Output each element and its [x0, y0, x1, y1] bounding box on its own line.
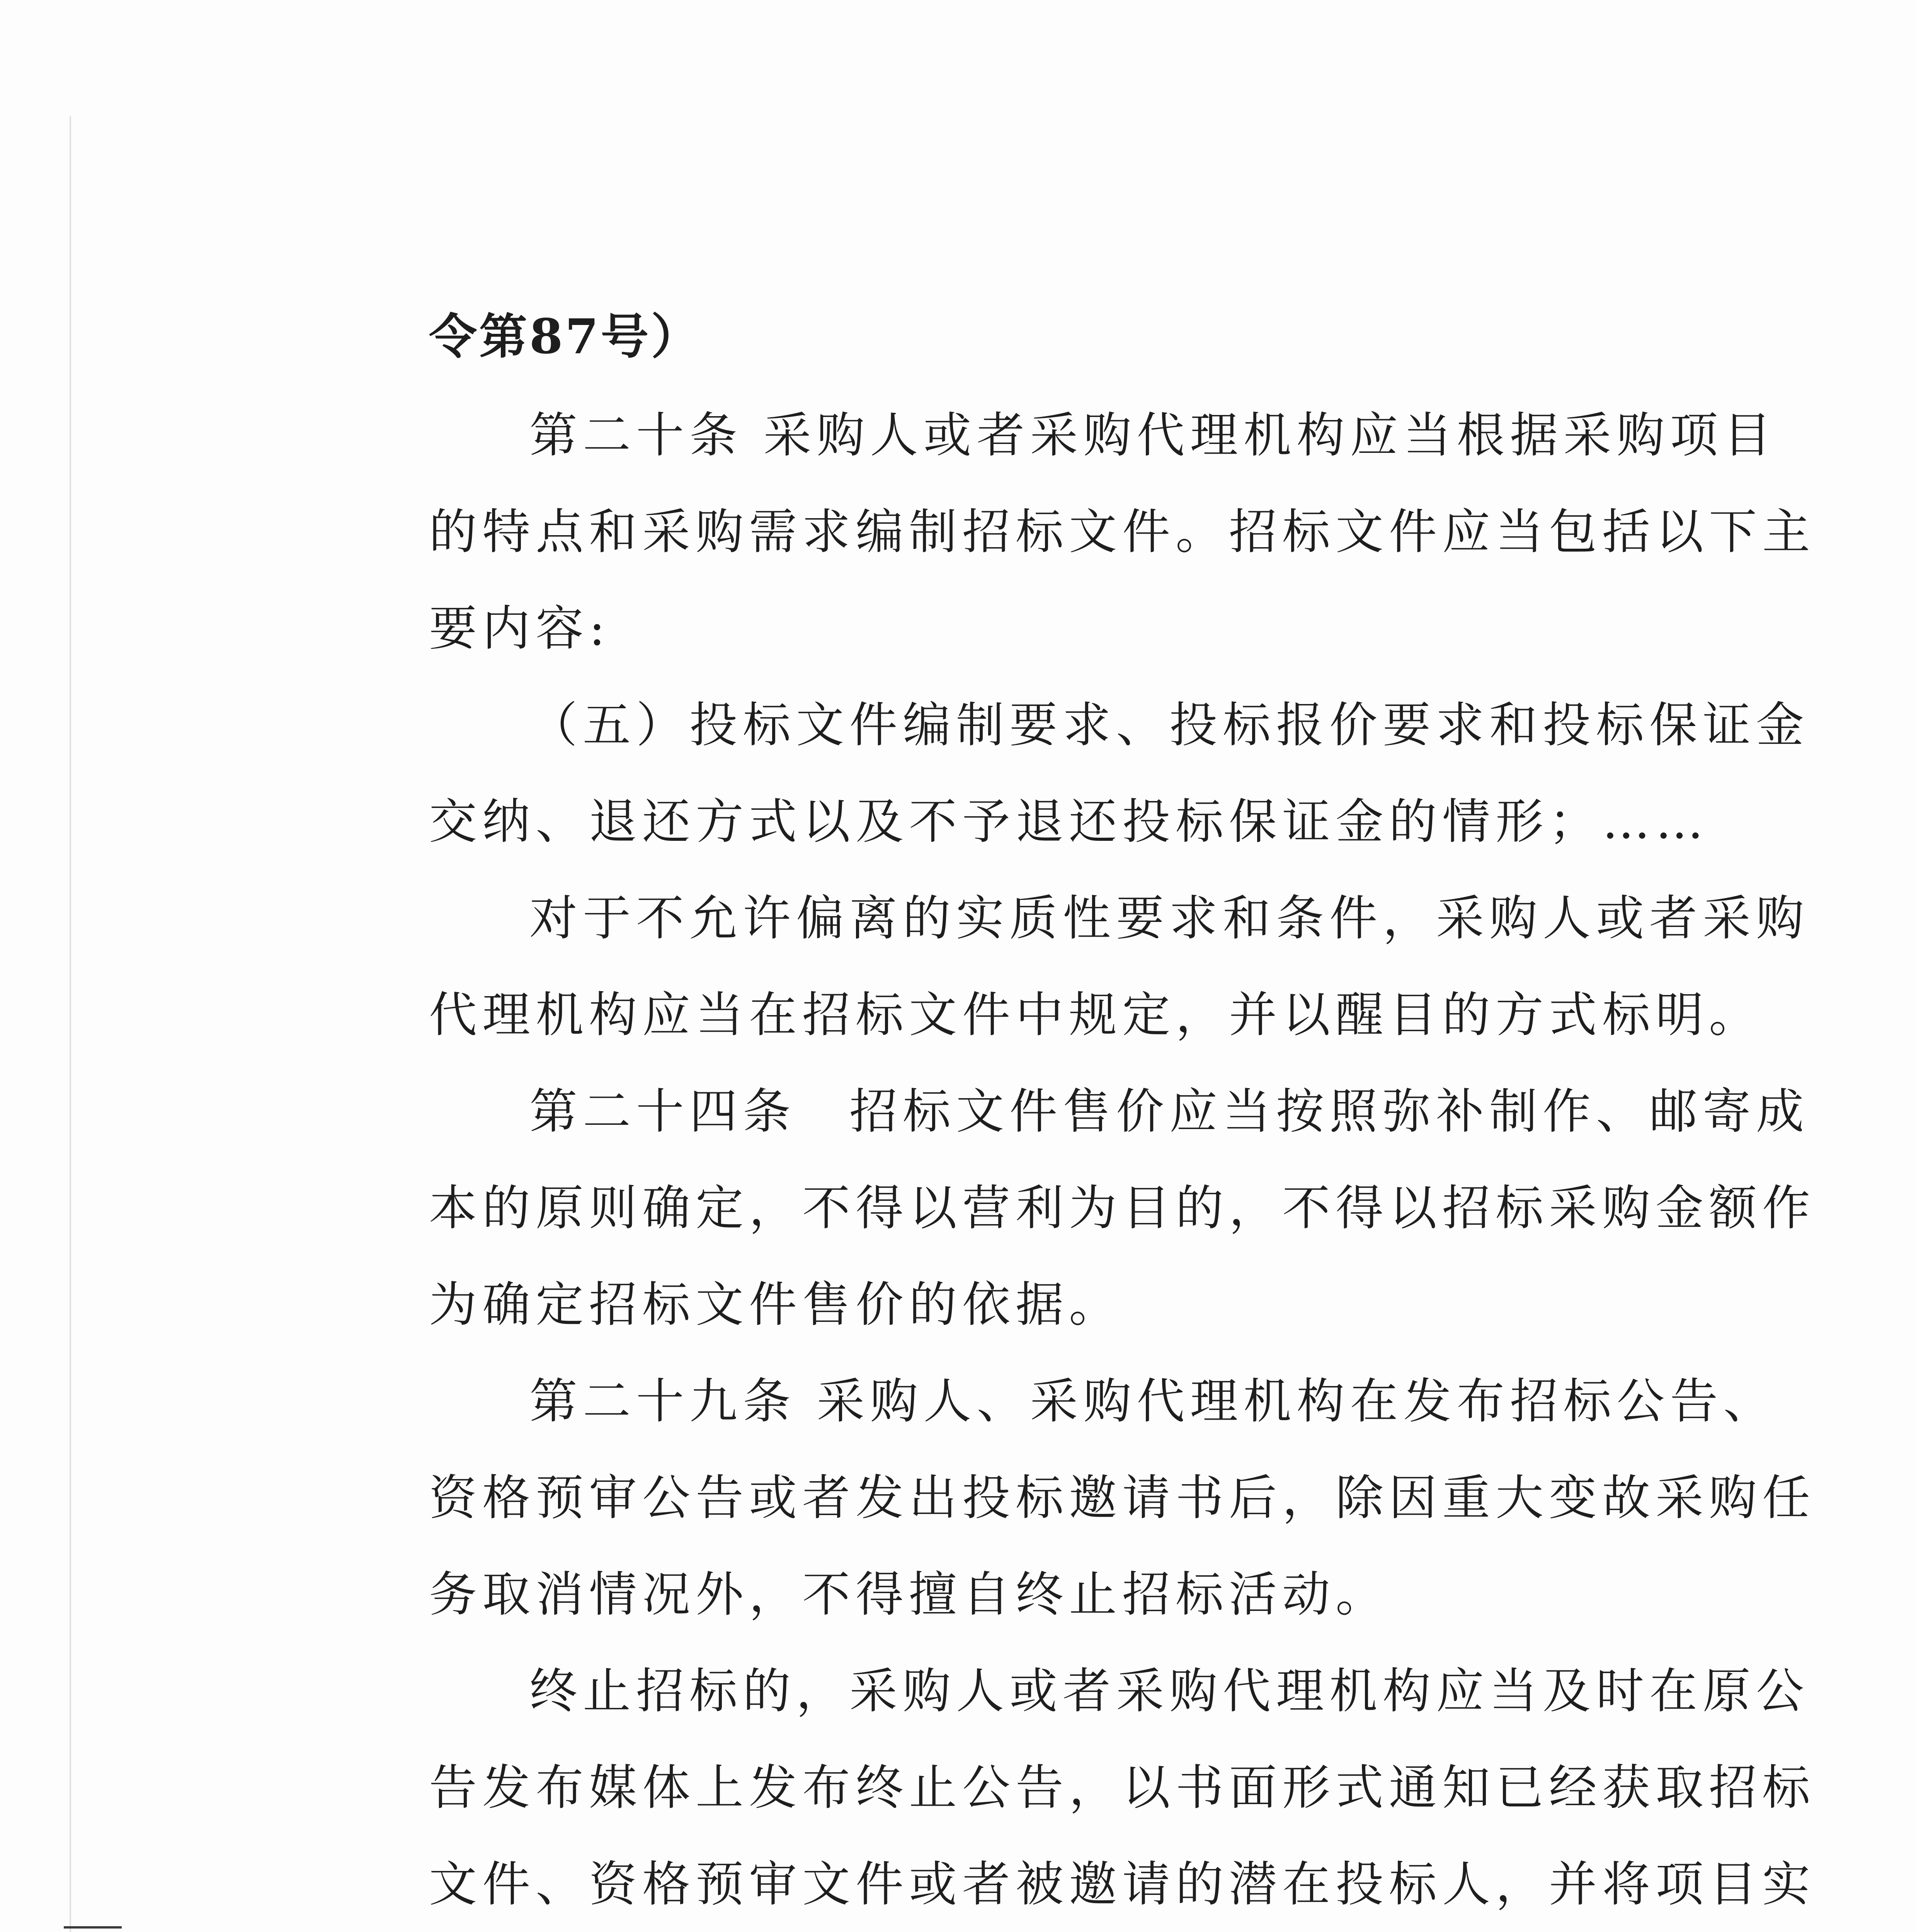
paragraph-article-29-line-3: 务取消情况外，不得擅自终止招标活动。 — [429, 1567, 1389, 1622]
paragraph-deviation-line-1: 对于不允许偏离的实质性要求和条件，采购人或者采购 — [529, 891, 1810, 946]
paragraph-article-20-line-1: 第二十条 采购人或者采购代理机构应当根据采购项目 — [529, 408, 1777, 463]
paragraph-item-5-line-1: （五）投标文件编制要求、投标报价要求和投标保证金 — [529, 697, 1810, 753]
paragraph-termination-line-3: 文件、资格预审文件或者被邀请的潜在投标人，并将项目实 — [429, 1857, 1816, 1912]
binding-tick-mark — [64, 1926, 122, 1929]
paragraph-item-5-line-2: 交纳、退还方式以及不予退还投标保证金的情形；…… — [429, 794, 1709, 850]
paragraph-deviation-line-2: 代理机构应当在招标文件中规定，并以醒目的方式标明。 — [429, 987, 1763, 1043]
paragraph-article-24-line-3: 为确定招标文件售价的依据。 — [429, 1277, 1123, 1333]
paragraph-article-24-line-2: 本的原则确定，不得以营利为目的，不得以招标采购金额作 — [429, 1180, 1816, 1236]
binding-edge-line — [70, 116, 71, 1932]
paragraph-article-20-line-3: 要内容: — [429, 601, 611, 656]
text-line-order-number: 令第87号） — [429, 309, 701, 365]
paragraph-article-29-line-1: 第二十九条 采购人、采购代理机构在发布招标公告、 — [529, 1374, 1777, 1429]
paragraph-article-20-line-2: 的特点和采购需求编制招标文件。招标文件应当包括以下主 — [429, 504, 1816, 560]
paragraph-article-24-line-1: 第二十四条 招标文件售价应当按照弥补制作、邮寄成 — [529, 1084, 1810, 1139]
paragraph-termination-line-1: 终止招标的，采购人或者采购代理机构应当及时在原公 — [529, 1663, 1810, 1719]
paragraph-article-29-line-2: 资格预审公告或者发出投标邀请书后，除因重大变故采购任 — [429, 1470, 1816, 1526]
paragraph-termination-line-2: 告发布媒体上发布终止公告，以书面形式通知已经获取招标 — [429, 1760, 1816, 1816]
